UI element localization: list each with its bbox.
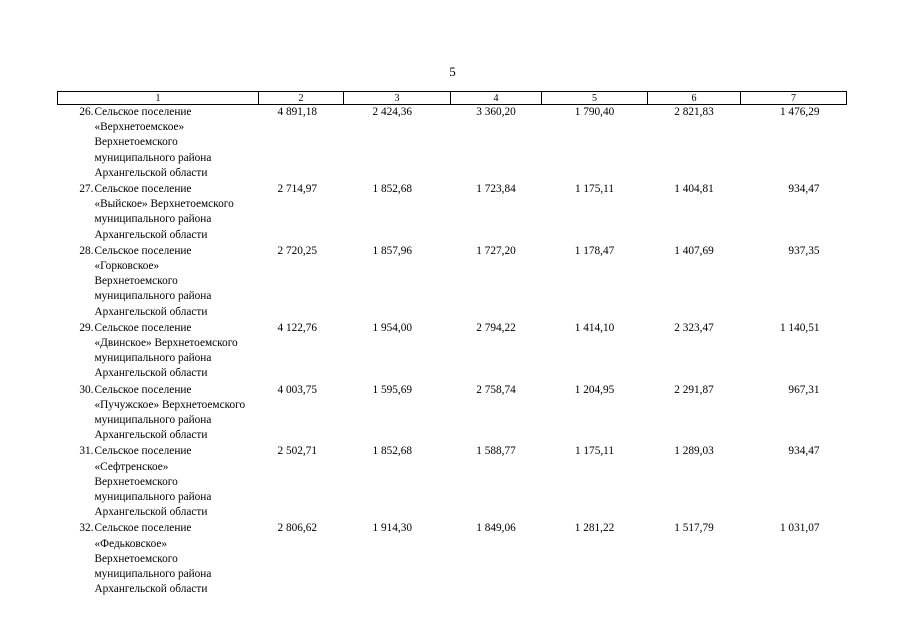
data-table <box>57 91 847 599</box>
value-cell: 1 281,22 <box>574 522 615 535</box>
settlement-name: Сельское поселение «Верхнетоемское» Верхнетоемского муниципального района Архангельской области <box>94 106 212 179</box>
name-cell <box>58 383 259 445</box>
column-header: 1 <box>58 92 259 105</box>
value-cell: 1 178,47 <box>574 244 615 257</box>
row-number: 30. <box>79 383 94 396</box>
row-number: 29. <box>79 321 94 334</box>
value-cell: 1 849,06 <box>476 522 516 535</box>
name-cell <box>58 182 259 244</box>
value-cell: 1 031,07 <box>779 522 820 535</box>
value-cell: 2 502,71 <box>277 445 318 458</box>
value-cell: 1 175,11 <box>574 445 615 458</box>
value-cell: 1 790,40 <box>574 106 615 118</box>
value-cell: 4 003,75 <box>277 383 318 396</box>
settlement-name: Сельское поселение «Сефтренское» Верхнетоемского муниципального района Архангельской области <box>94 445 212 519</box>
name-cell <box>58 244 259 321</box>
table-row <box>58 521 847 598</box>
value-cell: 1 852,68 <box>372 183 413 196</box>
value-cell: 4 122,76 <box>277 321 318 334</box>
value-cell: 2 424,36 <box>372 106 413 118</box>
value-cell: 934,47 <box>788 445 820 458</box>
value-cell: 1 517,79 <box>674 522 714 535</box>
value-cell: 1 175,11 <box>574 183 615 196</box>
value-cell: 937,35 <box>788 244 820 257</box>
value-cell: 967,31 <box>788 383 820 396</box>
settlement-name: Сельское поселение «Горковское» Верхнетоемского муниципального района Архангельской области <box>94 244 212 318</box>
value-cell: 1 954,00 <box>372 321 413 334</box>
settlement-name: Сельское поселение «Пучужское» Верхнетоемского муниципального района Архангельской области <box>94 383 246 442</box>
table-row <box>58 321 847 383</box>
settlement-name: Сельское поселение «Выйское» Верхнетоемского муниципального района Архангельской области <box>94 183 234 241</box>
value-cell: 1 289,03 <box>674 445 714 458</box>
settlement-name: Сельское поселение «Двинское» Верхнетоемского муниципального района Архангельской области <box>94 321 238 380</box>
column-header: 3 <box>344 92 451 105</box>
value-cell: 1 914,30 <box>372 522 413 535</box>
column-header: 5 <box>542 92 648 105</box>
table-row <box>58 105 847 183</box>
value-cell: 2 714,97 <box>277 183 318 196</box>
row-number: 32. <box>79 522 94 535</box>
value-cell: 1 588,77 <box>476 445 516 458</box>
value-cell: 1 852,68 <box>372 445 413 458</box>
row-number: 26. <box>79 106 94 118</box>
value-cell: 1 727,20 <box>476 244 516 257</box>
table-row <box>58 383 847 445</box>
table-row <box>58 444 847 521</box>
settlement-name: Сельское поселение «Федьковское» Верхнетоемского муниципального района Архангельской области <box>94 522 212 596</box>
row-number: 27. <box>79 183 94 196</box>
value-cell: 1 723,84 <box>476 183 516 196</box>
column-header: 2 <box>259 92 344 105</box>
value-cell: 1 857,96 <box>372 244 413 257</box>
value-cell: 4 891,18 <box>277 106 318 118</box>
header-row <box>58 92 847 105</box>
name-cell <box>58 444 259 521</box>
column-header: 4 <box>451 92 542 105</box>
value-cell: 1 140,51 <box>779 321 820 334</box>
value-cell: 2 794,22 <box>476 321 516 334</box>
value-cell: 3 360,20 <box>476 106 516 118</box>
page-number: 5 <box>449 64 456 79</box>
value-cell: 1 204,95 <box>574 383 615 396</box>
value-cell: 1 414,10 <box>574 321 615 334</box>
value-cell: 1 595,69 <box>372 383 413 396</box>
row-number: 28. <box>79 244 94 257</box>
row-number: 31. <box>79 445 94 458</box>
name-cell <box>58 521 259 598</box>
value-cell: 2 821,83 <box>674 106 714 118</box>
value-cell: 934,47 <box>788 183 820 196</box>
column-header: 6 <box>648 92 741 105</box>
name-cell <box>58 321 259 383</box>
value-cell: 2 758,74 <box>476 383 516 396</box>
value-cell: 2 720,25 <box>277 244 318 257</box>
value-cell: 2 291,87 <box>674 383 714 396</box>
value-cell: 1 404,81 <box>674 183 714 196</box>
column-header: 7 <box>741 92 847 105</box>
table-row <box>58 244 847 321</box>
table-row <box>58 182 847 244</box>
value-cell: 1 407,69 <box>674 244 714 257</box>
name-cell <box>58 105 259 183</box>
value-cell: 2 323,47 <box>674 321 714 334</box>
value-cell: 1 476,29 <box>779 106 820 118</box>
value-cell: 2 806,62 <box>277 522 318 535</box>
